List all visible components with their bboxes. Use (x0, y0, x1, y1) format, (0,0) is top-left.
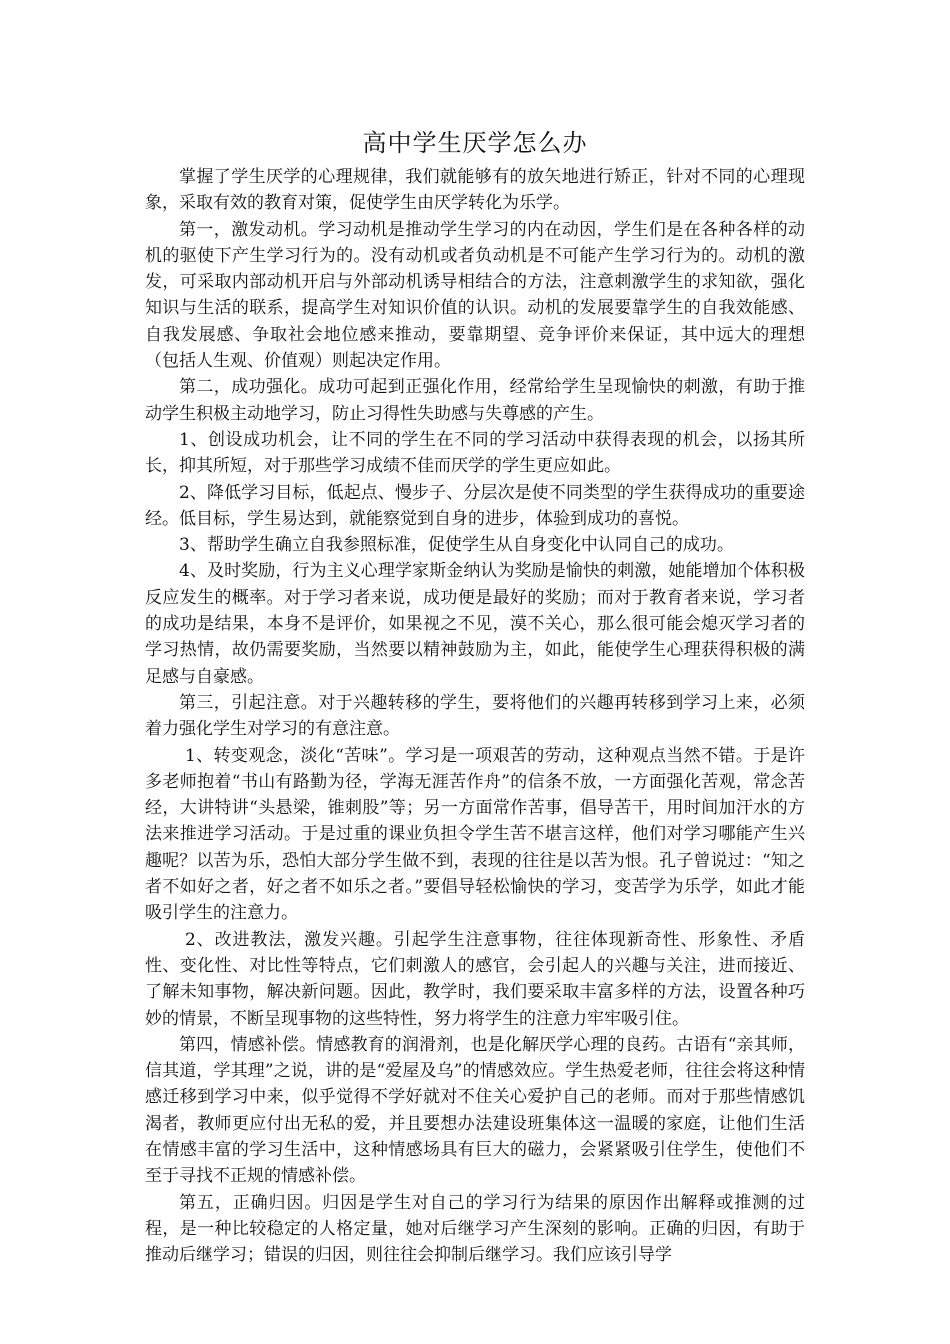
paragraph-success-item-3: 3、帮助学生确立自我参照标准，促使学生从自身变化中认同自己的成功。 (179, 535, 734, 556)
paragraph-attention: 第三，引起注意。对于兴趣转移的学生，要将他们的兴趣再转移到学习上来，必须着力强化学生对学习的有意注意。 (145, 692, 805, 740)
paragraph-attention-item-1: 1、转变观念，淡化“苦味”。学习是一项艰苦的劳动，这种观点当然不错。于是许多老师抱着“书山有路勤为径，学海无涯苦作舟”的信条不放，一方面强化苦观，常念苦经，大讲特讲“头悬梁，锥刺股”等；另一方面常作苦事，倡导苦干，用时间加汗水的方法来推进学习活动。于是过重的课业负担令学生苦不堪言这样，他们对学习哪能产生兴趣呢？以苦为乐，恐怕大部分学生做不到，表现的往往是以苦为恨。孔子曾说过：“知之者不如好之者，好之者不如乐之者。”要倡导轻松愉快的学习，变苦学为乐学，如此才能吸引学生的注意力。 (145, 745, 805, 924)
paragraph-attention-item-2: 2、改进教法，激发兴趣。引起学生注意事物，往往体现新奇性、形象性、矛盾性、变化性、对比性等特点，它们刺激人的感官，会引起人的兴趣与关注，进而接近、了解未知事物，解决新问题。因此，教学时，我们要采取丰富多样的方法，设置各种巧妙的情景，不断呈现事物的这些特性，努力将学生的注意力牢牢吸引住。 (145, 929, 805, 1029)
paragraph-success-reinforcement: 第二，成功强化。成功可起到正强化作用，经常给学生呈现愉快的刺激，有助于推动学生积极主动地学习，防止习得性失助感与失尊感的产生。 (145, 377, 805, 424)
paragraph-intro: 掌握了学生厌学的心理规律，我们就能够有的放矢地进行矫正，针对不同的心理现象，采取有效的教育对策，促使学生由厌学转化为乐学。 (145, 167, 805, 214)
document-title: 高中学生厌学怎么办 (362, 129, 588, 157)
paragraph-emotional-compensation: 第四，情感补偿。情感教育的润滑剂，也是化解厌学心理的良药。古语有“亲其师，信其道，学其理”之说，讲的是“爱屋及乌”的情感效应。学生热爱老师，往往会将这种情感迁移到学习中来，似乎觉得不学好就对不住关心爱护自己的老师。而对于那些情感饥渴者，教师更应付出无私的爱，并且要想办法建设班集体这一温暖的家庭，让他们生活在情感丰富的学习生活中，这种情感场具有巨大的磁力，会紧紧吸引住学生，使他们不至于寻找不正规的情感补偿。 (145, 1034, 805, 1187)
paragraph-success-item-4: 4、及时奖励，行为主义心理学家斯金纳认为奖励是愉快的刺激，她能增加个体积极反应发生的概率。对于学习者来说，成功便是最好的奖励；而对于教育者来说，学习者的成功是结果，本身不是评价，如果视之不见，漠不关心，那么很可能会熄灭学习者的学习热情，故仍需要奖励，当然要以精神鼓励为主，如此，能使学生心理获得积极的满足感与自豪感。 (145, 561, 805, 687)
paragraph-attribution: 第五，正确归因。归因是学生对自己的学习行为结果的原因作出解释或推测的过程，是一种比较稳定的人格定量，她对后继学习产生深刻的影响。正确的归因，有助于推动后继学习；错误的归因，则往往会抑制后继学习。我们应该引导学 (145, 1192, 805, 1266)
paragraph-success-item-1: 1、创设成功机会，让不同的学生在不同的学习活动中获得表现的机会，以扬其所长，抑其所短，对于那些学习成绩不佳而厌学的学生更应如此。 (145, 429, 805, 477)
paragraph-success-item-2: 2、降低学习目标，低起点、慢步子、分层次是使不同类型的学生获得成功的重要途经。低目标，学生易达到，就能察觉到自身的进步，体验到成功的喜悦。 (145, 482, 805, 529)
document-page (145, 128, 805, 1268)
paragraph-motivation: 第一，激发动机。学习动机是推动学生学习的内在动因，学生们是在各种各样的动机的驱使下产生学习行为的。没有动机或者负动机是不可能产生学习行为的。动机的激发，可采取内部动机开启与外部动机诱导相结合的方法，注意刺激学生的求知欲，强化知识与生活的联系，提高学生对知识价值的认识。动机的发展要靠学生的自我效能感、自我发展感、争取社会地位感来推动，要靠期望、竞争评价来保证，其中远大的理想（包括人生观、价值观）则起决定作用。 (145, 219, 805, 372)
